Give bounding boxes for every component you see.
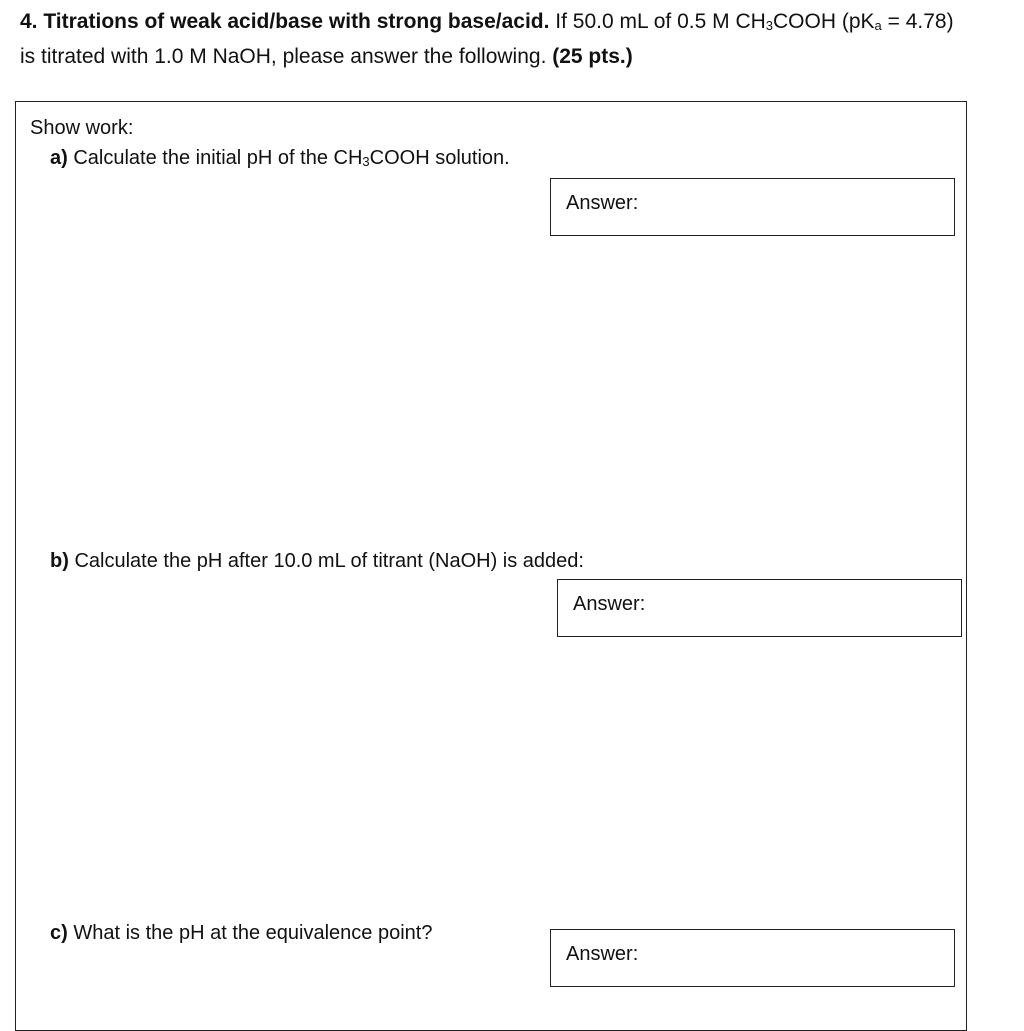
- answer-label-c: Answer:: [566, 943, 639, 965]
- part-b-question: [50, 548, 584, 574]
- answer-box-a[interactable]: [550, 178, 955, 236]
- question-header: [20, 6, 1020, 72]
- answer-box-b[interactable]: [557, 579, 962, 637]
- question-text-3: = 4.78): [881, 10, 954, 33]
- question-text-2: COOH (pK: [773, 10, 875, 33]
- subscript-a: a: [874, 18, 882, 33]
- part-a-subscript: 3: [362, 154, 370, 169]
- question-line-2-text: is titrated with 1.0 M NaOH, please answer the following.: [20, 45, 547, 68]
- part-c-question: [50, 920, 432, 946]
- part-b-text: Calculate the pH after 10.0 mL of titrant (NaOH) is added:: [74, 550, 584, 572]
- show-work-label: Show work:: [30, 117, 134, 139]
- part-b-letter: b): [50, 550, 69, 572]
- subscript-3: 3: [765, 18, 774, 33]
- question-points: (25 pts.): [552, 45, 633, 68]
- question-text-1: If 50.0 mL of 0.5 M CH: [555, 10, 766, 33]
- question-line-1: [20, 6, 1020, 41]
- answer-box-c[interactable]: [550, 929, 955, 987]
- question-title: Titrations of weak acid/base with strong base/acid.: [43, 10, 550, 33]
- part-c-letter: c): [50, 922, 68, 944]
- answer-label-b: Answer:: [573, 593, 646, 615]
- part-a-letter: a): [50, 147, 68, 169]
- part-a-question: [50, 145, 510, 175]
- work-area[interactable]: [15, 101, 967, 1031]
- question-line-2: [20, 41, 1020, 72]
- part-a-text-1: Calculate the initial pH of the CH: [73, 147, 363, 169]
- answer-label-a: Answer:: [566, 192, 639, 214]
- part-a-text-2: COOH solution.: [369, 147, 510, 169]
- part-c-text: What is the pH at the equivalence point?: [73, 922, 433, 944]
- question-number: 4.: [20, 10, 38, 33]
